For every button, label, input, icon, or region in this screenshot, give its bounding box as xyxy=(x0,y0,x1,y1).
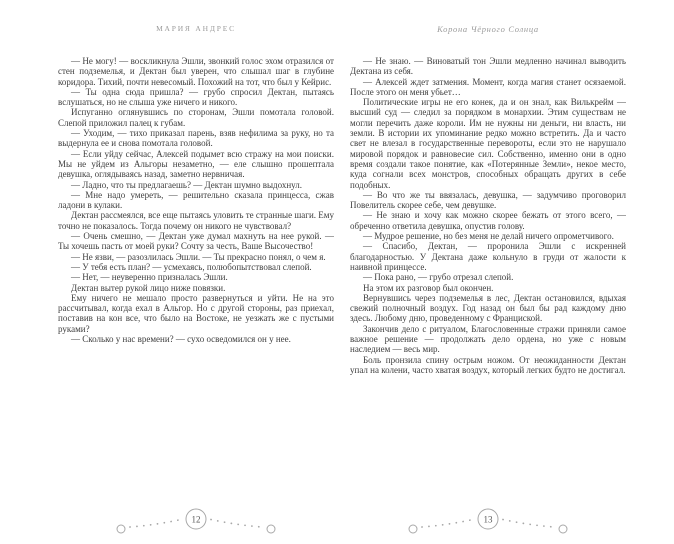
ornament-dots-right xyxy=(211,520,262,528)
paragraph: Испуганно оглянувшись по сторонам, Эшли помотала головой. Слепой приложил палец к губам. xyxy=(58,107,334,128)
paragraph: — Ладно, что ты предлагаешь? — Дектан шумно выдохнул. xyxy=(71,179,303,190)
paragraph: — Мудрое решение, но без меня не делай ничего опрометчивого. xyxy=(363,231,614,242)
paragraph: — Не язви, — разозлилась Эшли. — Ты прекрасно понял, о чем я. xyxy=(71,251,326,262)
left-page-text xyxy=(58,56,334,504)
ornament-end-circle xyxy=(117,525,125,533)
paragraph: — Не могу! — воскликнула Эшли, звонкий голос эхом отразился от стен подземелья, и Дектан был уверен, что слышал шаг в глубине коридора. Тихий, почти невесомый. Похожий на тот, что был у Кейрис. xyxy=(58,56,334,87)
running-head-title: Корона Чёрного Солнца xyxy=(437,24,539,34)
page-ornament xyxy=(111,506,281,536)
paragraph: Вернувшись через подземелья в лес, Дектан остановился, вдыхая свежий полночный воздух. Год назад он был бы рад каждому дню здесь. Любому дню, проведенному с Франциской. xyxy=(350,292,626,324)
paragraph: — Мне надо умереть, — решительно сказала принцесса, сжав ладони в кулаки. xyxy=(58,189,334,211)
paragraph: Политические игры не его конек, да и он знал, как Вилькрейм — высший суд — следил за порядком в монархии. Этим существам не могли перечить даже короли. Им не нужны ни деньги, ни власть, ни земли. В истории их упоминание редко можно встретить. Да и часто свет не влезал в государственные перевороты, если это не нарушало мировой порядок и равновесие сил. Собственно, именно они в одно время создали такое понятие, как «Потерянные Земли», некое место, куда согнали всех монстров, способных обращать других в себе подобных. xyxy=(350,97,626,190)
ornament-end-circle xyxy=(267,525,275,533)
paragraph: На этом их разговор был окончен. xyxy=(363,282,494,293)
right-page xyxy=(350,24,626,536)
paragraph: — Нет, — неуверенно призналась Эшли. xyxy=(71,272,228,283)
paragraph: Закончив дело с ритуалом, Благословенные стражи приняли самое важное решение — продолжать дело ордена, но уже с новым наследием — весь мир. xyxy=(350,323,626,355)
paragraph: Дектан рассмеялся, все еще пытаясь уловить те странные шаги. Ему точно не показалось. Тогда почему он никого не чувствовал? xyxy=(58,210,334,231)
paragraph: — У тебя есть план? — усмехаясь, полюбопытствовал слепой. xyxy=(71,261,312,272)
paragraph: — Пока рано, — грубо отрезал слепой. xyxy=(363,272,514,283)
paragraph: — Уходим, — тихо приказал парень, взяв нефилима за руку, но та выдернула ее и снова помотала головой. xyxy=(58,128,334,149)
paragraph: — Не знаю и хочу как можно скорее бежать от этого всего, — обреченно ответила девушка, опустив голову. xyxy=(350,210,626,231)
ornament-end-circle xyxy=(559,525,567,533)
paragraph: — Ты одна сюда пришла? — грубо спросил Дектан, пытаясь вслушаться, но не слыша уже ничего и никого. xyxy=(58,86,334,108)
left-page-footer xyxy=(58,504,334,536)
paragraph: — Не знаю. — Виноватый тон Эшли медленно начинал выводить Дектана из себя. xyxy=(350,56,626,77)
page-number: 13 xyxy=(483,514,493,525)
ornament-dots-left xyxy=(422,520,473,528)
ornament-dots-right xyxy=(503,520,554,528)
page-ornament xyxy=(403,506,573,536)
paragraph: — Сколько у нас времени? — сухо осведомился он у нее. xyxy=(71,334,291,345)
paragraph: — Очень смешно, — Дектан уже думал махнуть на нее рукой. — Ты хочешь пасть от моей руки? Сочту за честь, Ваше Высочество! xyxy=(58,231,334,252)
paragraph: — Если уйду сейчас, Алексей подымет всю стражу на мои поиски. Мы не уйдем из Альгоры незаметно, — еле слышно прошептала девушка, оглядываясь назад, заметно нервничая. xyxy=(58,148,334,180)
paragraph: — Во что же ты ввязалась, девушка, — задумчиво проговорил Повелитель скорее себе, чем девушке. xyxy=(350,189,626,211)
ornament-end-circle xyxy=(409,525,417,533)
paragraph: — Спасибо, Дектан, — проронила Эшли с искренней благодарностью. У Дектана даже кольнуло в груди от жалости к наивной принцессе. xyxy=(350,241,626,272)
right-page-text xyxy=(350,56,626,504)
running-head-author: МАРИЯ АНДРЕС xyxy=(156,24,236,33)
paragraph: — Алексей ждет затмения. Момент, когда магия станет осязаемой. После этого он меня убьет… xyxy=(350,76,626,97)
page-number: 12 xyxy=(191,514,201,525)
right-page-footer xyxy=(350,504,626,536)
paragraph: Дектан вытер рукой лицо ниже повязки. xyxy=(71,282,226,293)
paragraph: Боль пронзила спину острым ножом. От неожиданности Дектан упал на колени, часто хватая воздух, который легких будто не достигал. xyxy=(350,354,626,375)
ornament-dots-left xyxy=(130,520,181,528)
left-page xyxy=(58,24,334,536)
paragraph: Ему ничего не мешало просто развернуться и уйти. Не на это рассчитывал, когда ехал в Альгор. Но с другой стороны, раз приехал, поставив на кон все, что было на Востоке, не уезжать же с пустыми руками? xyxy=(58,292,334,334)
